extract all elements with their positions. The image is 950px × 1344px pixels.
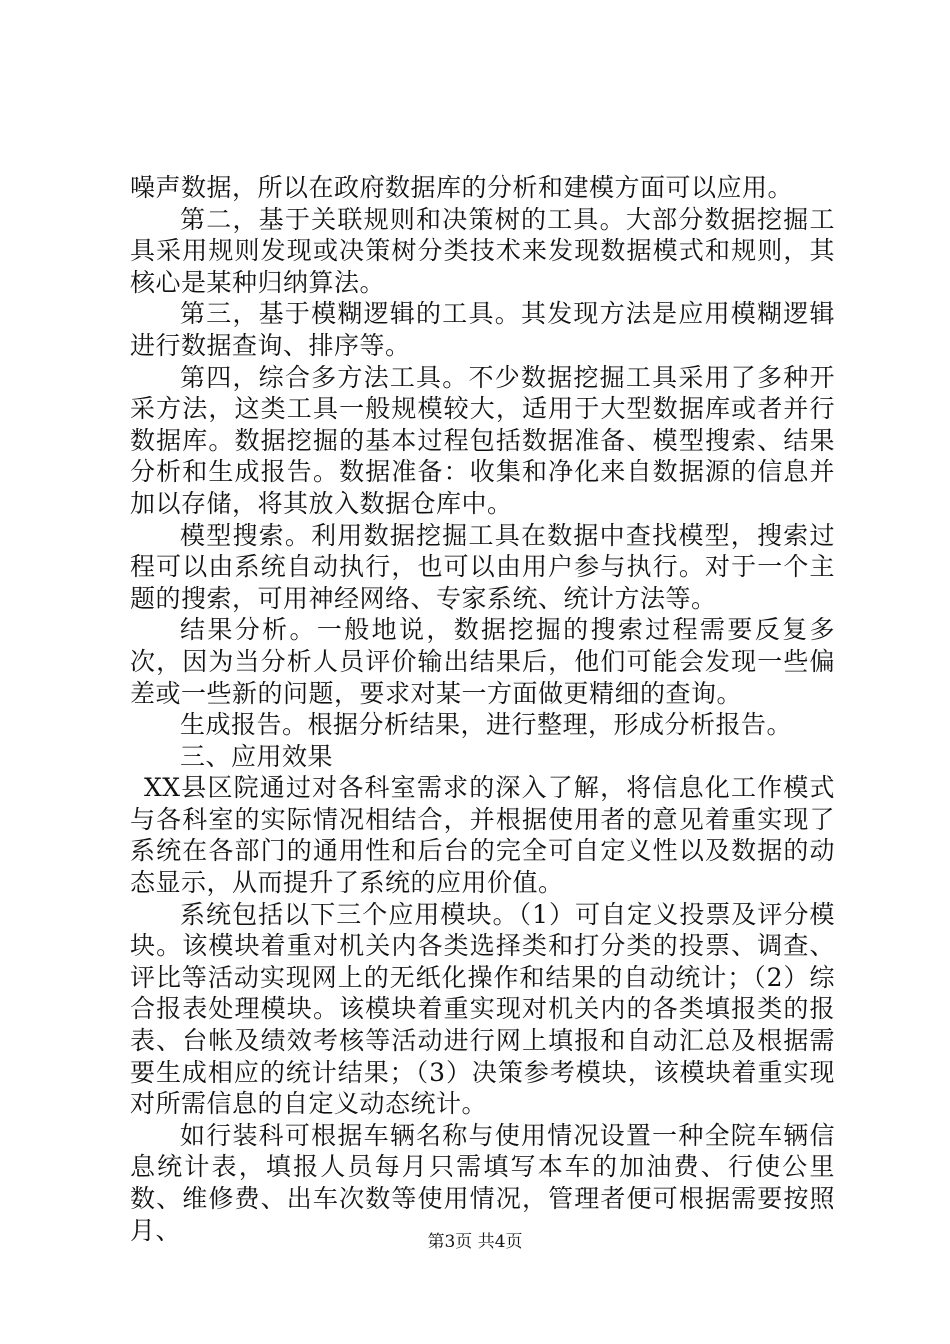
paragraph-6: 结果分析。一般地说，数据挖掘的搜索过程需要反复多次，因为当分析人员评价输出结果后，他们可能会发现一些偏差或一些新的问题，要求对某一方面做更精细的查询。 (130, 615, 835, 708)
paragraph-8: XX县区院通过对各科室需求的深入了解，将信息化工作模式与各科室的实际情况相结合，并根据使用者的意见着重实现了系统在各部门的通用性和后台的完全可自定义性以及数据的动态显示，从而提升了系统的应用价值。 (130, 773, 835, 898)
body-text (130, 172, 835, 1246)
page-footer (0, 1232, 950, 1252)
paragraph-7: 生成报告。根据分析结果，进行整理，形成分析报告。 (180, 710, 793, 740)
section-heading: 三、应用效果 (180, 741, 334, 771)
paragraph-5: 模型搜索。利用数据挖掘工具在数据中查找模型，搜索过程可以由系统自动执行，也可以由用户参与执行。对于一个主题的搜索，可用神经网络、专家系统、统计方法等。 (130, 520, 835, 613)
paragraph-1: 噪声数据，所以在政府数据库的分析和建模方面可以应用。 (130, 173, 794, 202)
paragraph-3: 第三，基于模糊逻辑的工具。其发现方法是应用模糊逻辑进行数据查询、排序等。 (130, 299, 835, 360)
paragraph-10: 如行装科可根据车辆名称与使用情况设置一种全院车辆信息统计表，填报人员每月只需填写本车的加油费、行使公里数、维修费、出车次数等使用情况，管理者便可根据需要按照月、 (130, 1120, 835, 1245)
paragraph-2: 第二，基于关联规则和决策树的工具。大部分数据挖掘工具采用规则发现或决策树分类技术来发现数据模式和规则，其核心是某种归纳算法。 (130, 204, 835, 297)
paragraph-4: 第四，综合多方法工具。不少数据挖掘工具采用了多种开采方法，这类工具一般规模较大，适用于大型数据库或者并行数据库。数据挖掘的基本过程包括数据准备、模型搜索、结果分析和生成报告。数据准备：收集和净化来自数据源的信息并加以存储，将其放入数据仓库中。 (130, 362, 835, 518)
page-number: 第3页 共4页 (427, 1232, 523, 1252)
paragraph-9: 系统包括以下三个应用模块。（1）可自定义投票及评分模块。该模块着重对机关内各类选择类和打分类的投票、调查、评比等活动实现网上的无纸化操作和结果的自动统计；（2）综合报表处理模块。该模块着重实现对机关内的各类填报类的报表、台帐及绩效考核等活动进行网上填报和自动汇总及根据需要生成相应的统计结果；（3）决策参考模块，该模块着重实现对所需信息的自定义动态统计。 (130, 899, 835, 1119)
